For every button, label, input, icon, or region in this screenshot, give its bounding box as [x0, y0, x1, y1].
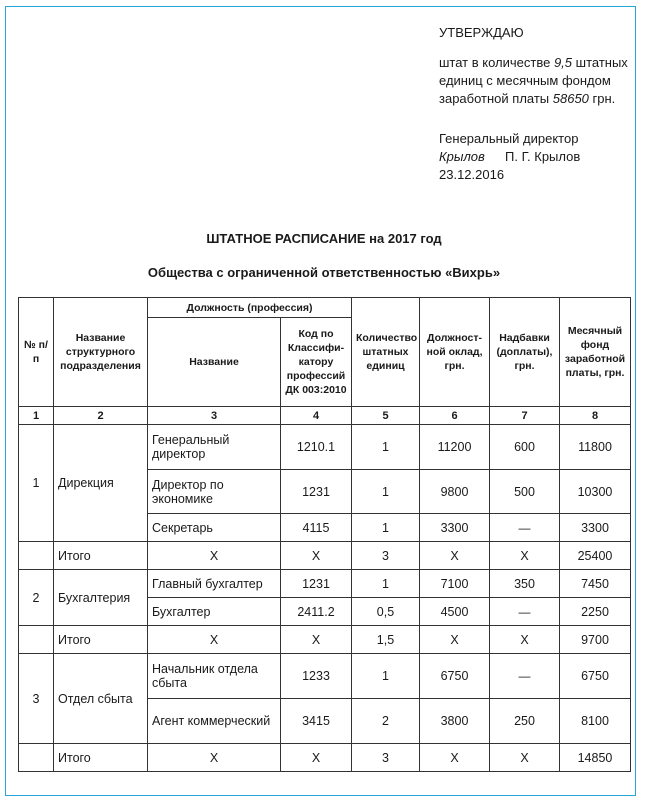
col-number: 2	[54, 407, 148, 425]
position-code: 4115	[281, 514, 352, 542]
position-code: 1210.1	[281, 425, 352, 470]
document-subtitle: Общества с ограниченной ответственностью «Вихрь»	[147, 265, 501, 280]
position-code: 2411.2	[281, 598, 352, 626]
total-fund: 9700	[560, 626, 631, 654]
total-count: 1,5	[352, 626, 420, 654]
monthly-fund: 2250	[560, 598, 631, 626]
total-name: Х	[148, 744, 281, 772]
header-salary: Должност-ной оклад, грн.	[420, 298, 490, 407]
total-code: Х	[281, 744, 352, 772]
salary: 3300	[420, 514, 490, 542]
total-label: Итого	[54, 744, 148, 772]
total-fund: 25400	[560, 542, 631, 570]
position-name: Агент коммерческий	[148, 699, 281, 744]
position-name: Директор по экономике	[148, 470, 281, 514]
total-row	[19, 626, 631, 654]
approver-name: П. Г. Крылов	[505, 149, 581, 164]
monthly-fund: 3300	[560, 514, 631, 542]
total-row	[19, 744, 631, 772]
section-division: Отдел сбыта	[54, 654, 148, 744]
staff-count: 1	[352, 425, 420, 470]
salary: 3800	[420, 699, 490, 744]
section-number: 3	[19, 654, 54, 744]
total-salary: Х	[420, 542, 490, 570]
col-number: 1	[19, 407, 54, 425]
document-title: ШТАТНОЕ РАСПИСАНИЕ на 2017 год	[206, 231, 442, 246]
table-row	[19, 654, 631, 699]
total-count: 3	[352, 744, 420, 772]
monthly-fund: 11800	[560, 425, 631, 470]
position-code: 1231	[281, 570, 352, 598]
staff-count: 0,5	[352, 598, 420, 626]
fund-prefix: заработной платы	[439, 91, 553, 106]
approval-staff-line	[439, 54, 628, 72]
col-number: 4	[281, 407, 352, 425]
total-code: Х	[281, 626, 352, 654]
header-position-group: Должность (профессия)	[148, 298, 352, 318]
total-bonus: Х	[490, 626, 560, 654]
bonus: 500	[490, 470, 560, 514]
bonus: 350	[490, 570, 560, 598]
section-number: 1	[19, 425, 54, 542]
total-bonus: Х	[490, 542, 560, 570]
staff-count: 1	[352, 654, 420, 699]
total-fund: 14850	[560, 744, 631, 772]
bonus: —	[490, 654, 560, 699]
approval-block	[439, 24, 628, 184]
position-name: Секретарь	[148, 514, 281, 542]
col-number: 7	[490, 407, 560, 425]
total-label: Итого	[54, 542, 148, 570]
col-number: 6	[420, 407, 490, 425]
section-number: 2	[19, 570, 54, 626]
position-name: Бухгалтер	[148, 598, 281, 626]
bonus: 600	[490, 425, 560, 470]
salary: 11200	[420, 425, 490, 470]
bonus: —	[490, 598, 560, 626]
monthly-fund: 6750	[560, 654, 631, 699]
approver-sign-line	[439, 148, 628, 166]
col-number: 8	[560, 407, 631, 425]
position-name: Главный бухгалтер	[148, 570, 281, 598]
position-code: 3415	[281, 699, 352, 744]
position-code: 1233	[281, 654, 352, 699]
column-number-row	[19, 407, 631, 425]
staff-count: 2	[352, 699, 420, 744]
header-no: № п/п	[19, 298, 54, 407]
bonus: 250	[490, 699, 560, 744]
total-label: Итого	[54, 626, 148, 654]
total-count: 3	[352, 542, 420, 570]
salary: 9800	[420, 470, 490, 514]
staff-prefix: штат в количестве	[439, 55, 554, 70]
total-name: Х	[148, 626, 281, 654]
total-bonus: Х	[490, 744, 560, 772]
section-division: Бухгалтерия	[54, 570, 148, 626]
table-row	[19, 425, 631, 470]
monthly-fund: 7450	[560, 570, 631, 598]
salary: 7100	[420, 570, 490, 598]
total-code: Х	[281, 542, 352, 570]
total-salary: Х	[420, 626, 490, 654]
approval-staff-line-2: единиц с месячным фондом	[439, 73, 611, 88]
header-count: Количество штатных единиц	[352, 298, 420, 407]
staff-count: 1	[352, 570, 420, 598]
table-row	[19, 570, 631, 598]
approver-position: Генеральный директор	[439, 131, 579, 146]
col-number: 5	[352, 407, 420, 425]
header-code: Код по Классифи-катору профессий ДК 003:2010	[281, 318, 352, 407]
approver-signature: Крылов	[439, 149, 485, 164]
bonus: —	[490, 514, 560, 542]
approval-fund-line	[439, 90, 628, 108]
staff-count: 1	[352, 470, 420, 514]
total-salary: Х	[420, 744, 490, 772]
staff-count: 1	[352, 514, 420, 542]
staff-count: 9,5	[553, 55, 573, 70]
approval-heading: УТВЕРЖДАЮ	[439, 25, 524, 40]
header-fund: Месячный фонд заработной платы, грн.	[560, 298, 631, 407]
section-division: Дирекция	[54, 425, 148, 542]
col-number: 3	[148, 407, 281, 425]
fund-value: 58650	[552, 91, 589, 106]
approval-date: 23.12.2016	[439, 167, 505, 182]
header-position-name: Название	[148, 318, 281, 407]
monthly-fund: 8100	[560, 699, 631, 744]
fund-suffix: грн.	[588, 91, 616, 106]
position-name: Генеральный директор	[148, 425, 281, 470]
total-name: Х	[148, 542, 281, 570]
header-bonus: Надбавки (доплаты), грн.	[490, 298, 560, 407]
salary: 6750	[420, 654, 490, 699]
staff-schedule-table	[18, 297, 631, 772]
position-code: 1231	[281, 470, 352, 514]
header-division: Название структурного подразделения	[54, 298, 148, 407]
monthly-fund: 10300	[560, 470, 631, 514]
total-row	[19, 542, 631, 570]
salary: 4500	[420, 598, 490, 626]
staff-suffix: штатных	[572, 55, 628, 70]
position-name: Начальник отдела сбыта	[148, 654, 281, 699]
